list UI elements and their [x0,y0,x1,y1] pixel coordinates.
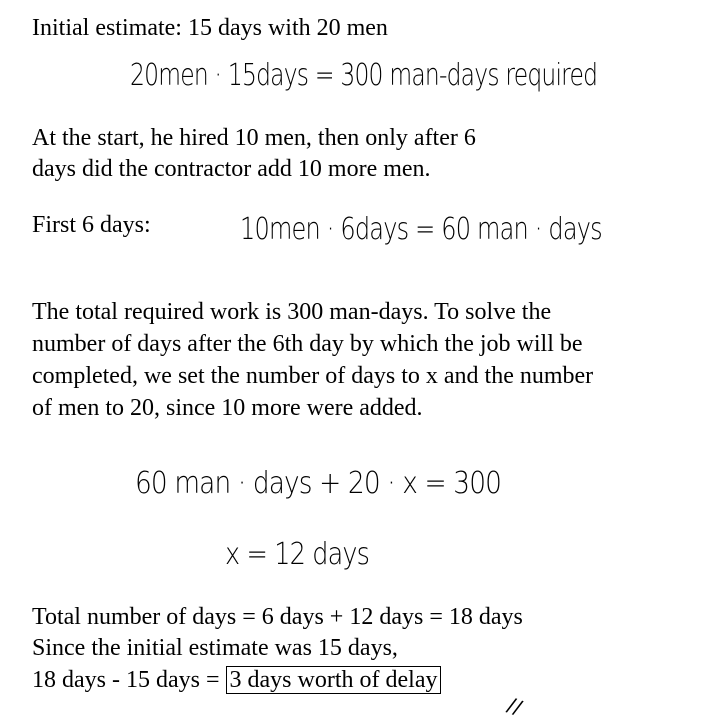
delay-line [32,664,441,696]
handwritten-man-days-required: 20men · 15days = 300 man-days required [130,58,598,93]
delay-prefix: 18 days - 15 days = [32,667,226,693]
handwritten-equation: 60 man · days + 20 · x = 300 [135,466,502,501]
paragraph-line-2: number of days after the 6th day by which the job will be [32,331,583,357]
handwritten-solution: x = 12 days [225,537,370,572]
paragraph-line-4: of men to 20, since 10 more were added. [32,395,423,421]
start-line-2: days did the contractor add 10 more men. [32,156,431,182]
initial-estimate: Initial estimate: 15 days with 20 men [32,15,388,41]
since-initial: Since the initial estimate was 15 days, [32,635,398,661]
handwritten-first-6-days: 10men · 6days = 60 man · days [240,212,602,247]
paragraph-line-3: completed, we set the number of days to x and the number [32,363,594,389]
boxed-answer: 3 days worth of delay [226,666,442,694]
first-6-days-label: First 6 days: [32,212,151,238]
total-days: Total number of days = 6 days + 12 days = 18 days [32,604,523,630]
handwritten-mark: // [504,692,526,720]
start-line-1: At the start, he hired 10 men, then only after 6 [32,125,476,151]
paragraph-line-1: The total required work is 300 man-days. To solve the [32,299,552,325]
